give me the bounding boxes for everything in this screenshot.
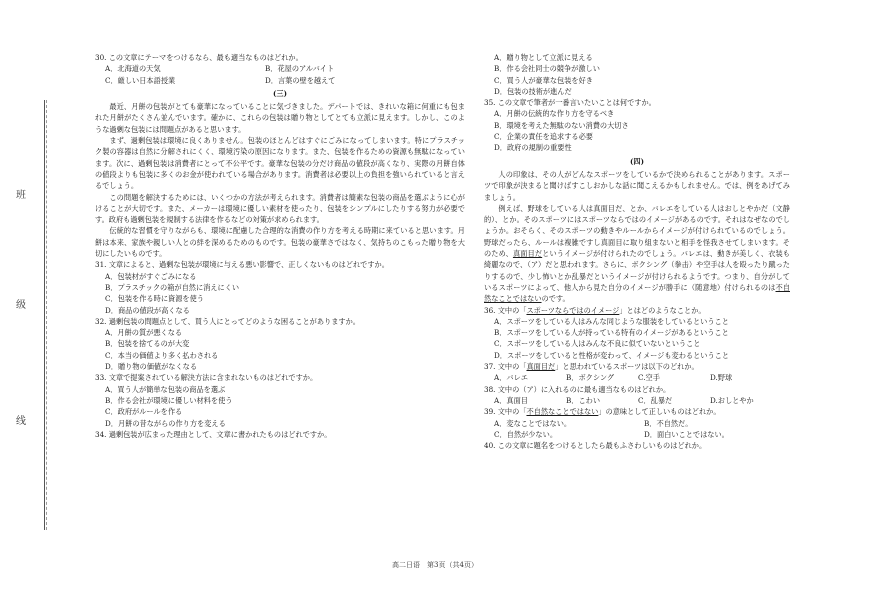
q35-option-d: D．政府の規制の重要性 [494, 143, 572, 153]
section-heading-4: (四) [630, 156, 644, 166]
q37-underlined: 真面目だ [526, 362, 556, 372]
q30-option-a: A．北海道の天気 [105, 64, 161, 74]
question-39 [484, 406, 790, 417]
q37-option-a: A．バレエ [494, 373, 528, 383]
q33-option-a: A．買う人が簡単な包装の商品を選ぶ [105, 384, 226, 394]
q38-option-d: D.おしとやか [710, 395, 754, 405]
q38-options [484, 395, 790, 406]
q32-option-c: C．本当の価値より多く払わされる [105, 350, 219, 360]
binding-char: 线 [16, 416, 26, 427]
q37-option-d: D.野球 [710, 373, 733, 383]
q38-option-a: A．真面目 [494, 395, 528, 405]
question-36 [484, 305, 790, 316]
q39-underlined: 不自然なことではない [526, 407, 599, 417]
q30-option-c: C．厳しい日本語授業 [105, 75, 176, 85]
q36-stem-pre: 36. 文中の「 [484, 305, 527, 315]
q35-option-a: A．月餅の伝統的な作り方を守るべき [494, 109, 615, 119]
left-column [95, 52, 465, 440]
q36-option-d: D．スポーツをしていると性格が変わって、イメージも変わるということ [494, 350, 730, 360]
right-column [484, 52, 790, 451]
q36-stem-post: 」とはどのようなことか。 [619, 305, 706, 315]
binding-char: 班 [16, 190, 26, 201]
passage4-text: 例えば、野球をしている人は真面目だ、とか、バレエをしている人はおしとやかだ（文静的）、とか。そのスポーツにはスポーツならではのイメージがあるのです。それはなぜなのでしょうか。おそらく、そのスポーツの動きやルールからイメージが付けられているのでしょう。野球だったら、ルールは複雑ですし真面目に取り組まないと相手を怪我させてしまいます。そのため、 [484, 203, 790, 259]
q31-option-b: B．プラスチックの箱が自然に消えにくい [105, 282, 240, 292]
passage4-paragraph [484, 203, 790, 305]
q32-option-b: B．包装を捨てるのが大変 [105, 339, 190, 349]
question-37 [484, 361, 790, 372]
q31-option-c: C．包装を作る時に資源を使う [105, 294, 204, 304]
q37-options [484, 372, 790, 383]
q39-option-b: B．不自然だ。 [644, 418, 693, 428]
q35-option-c: C．企業の責任を追求する必要 [494, 132, 593, 142]
question-35: 35. この文章で筆者が一番言いたいことは何ですか。 [484, 98, 656, 108]
q32-option-a: A．月餅の質が悪くなる [105, 328, 183, 338]
question-40: 40. この文章に題名をつけるとしたら最もふさわしいものはどれか。 [484, 441, 707, 451]
q39-option-c: C．自然が少ない。 [494, 429, 558, 439]
q37-option-c: C.空手 [638, 373, 660, 383]
q31-option-d: D．商品の値段が高くなる [105, 305, 190, 315]
q36-option-b: B．スポーツをしている人が持っている特有のイメージがあるということ [494, 328, 729, 338]
q39-options-row2 [484, 429, 790, 440]
q33-option-b: B．作る会社が環境に優しい材料を使う [105, 395, 233, 405]
binding-char: 级 [16, 300, 26, 311]
q39-stem-post: 」の意味として正しいものはどれか。 [598, 407, 721, 417]
binding-dashed-line [46, 100, 47, 530]
q37-stem-pre: 37. 文中の「 [484, 362, 527, 372]
q34-option-a: A．贈り物として立派に見える [494, 53, 593, 62]
underlined-phrase: 真面目だ [512, 249, 543, 259]
q30-options-row2 [95, 75, 465, 86]
passage4-text: というイメージが付けられたのでしょう。バレエは、動きが美しく、衣装も綺麗なので、（ア）だと思われます。さらに、ボクシング（拳击）や空手は人を殴ったり蹴ったりするので、少し怖いとか乱暴だというイメージが付けられるようです。つまり、自分がしているスポーツによって、他人から見た自分のイメージが勝手に（随意地）付けられるのは [484, 249, 790, 292]
passage3-paragraph: 伝統的な習慣を守りながらも、環境に配慮した合理的な消費の作り方を考える時期に来ていると思います。月餅は本来、家族や親しい人との絆を深めるためのものです。包装の豪華さではなく、気持ちのこもった贈り物を大切にしたいものです。 [95, 226, 465, 259]
q39-option-a: A．変なことではない。 [494, 418, 572, 428]
question-38: 38. 文中の（ア）に入れるのに最も適当なものはどれか。 [484, 384, 671, 394]
q30-option-b: B．花屋のアルバイト [265, 64, 335, 74]
question-33: 33. 文章で提案されている解決方法に含まれないものはどれですか。 [95, 373, 318, 383]
q31-option-a: A．包装材がすぐごみになる [105, 271, 197, 281]
passage3-paragraph: 最近、月餅の包装がとても豪華になっていることに気づきました。デパートでは、きれいな箱に何重にも包まれた月餅がたくさん並んでいます。確かに、これらの包装は贈り物としてとても立派に見えます。しかし、このような過剰な包装には問題点があると思います。 [95, 102, 465, 134]
q36-option-c: C．スポーツをしている人はみんな不良に似ていないということ [494, 339, 701, 349]
question-30: 30. この文章にテーマをつけるなら、最も適当なものはどれか。 [95, 53, 303, 62]
q39-stem-pre: 39. 文中の「 [484, 407, 527, 417]
q34-option-b: B．作る会社同士の競争が激しい [494, 64, 600, 74]
section-heading-3: (三) [273, 88, 287, 98]
underlined-phrase: 不自然なことではない [484, 282, 790, 304]
q34-option-c: C．買う人が豪華な包装を好き [494, 75, 593, 85]
passage4-paragraph: 人の印象は、その人がどんなスポーツをしているかで決められることがあります。スポーツで印象が決まると聞けばすこしおかしな話に聞こえるかもしれません。では、例をあげてみましょう。 [484, 169, 790, 202]
q39-options-row1 [484, 418, 790, 429]
q34-option-d: D．包装の技術が進んだ [494, 86, 572, 96]
q30-options-row1 [95, 63, 465, 74]
passage4-text: のです。 [541, 294, 570, 304]
q38-option-c: C．乱暴だ [638, 395, 673, 405]
q36-underlined: スポーツならではのイメージ [526, 305, 620, 315]
q38-option-b: B．こわい [566, 395, 601, 405]
page-footer: 高二日语 第3页（共4页） [392, 561, 478, 569]
q35-option-b: B．環境を考えた無駄のない消費の大切さ [494, 120, 629, 130]
question-32: 32. 過剰包装の問題点として、買う人にとってどのような困ることがありますか。 [95, 316, 360, 326]
q33-option-c: C．政府がルールを作る [105, 407, 183, 417]
q37-option-b: B．ボクシング [566, 373, 615, 383]
q32-option-d: D．贈り物の価値がなくなる [105, 362, 198, 372]
q30-option-d: D．言葉の壁を越えて [265, 75, 336, 85]
q33-option-d: D．月餅の昔ながらの作り方を変える [105, 418, 226, 428]
binding-margin [6, 100, 45, 530]
q36-option-a: A．スポーツをしている人はみんな同じような服装をしているということ [494, 316, 729, 326]
passage3-paragraph: この問題を解決するためには、いくつかの方法が考えられます。消費者は簡素な包装の商品を選ぶように心がけることが大切です。また、メーカーは環境に優しい素材を使ったり、包装をシンプルにしたりする努力が必要です。政府も過剰包装を規制する法律を作るなどの対策が求められます。 [95, 192, 465, 225]
question-31: 31. 文章によると、過剰な包装が環境に与える悪い影響で、正しくないものはどれですか。 [95, 260, 389, 270]
passage3-paragraph: まず、過剰包装は環境に良くありません。包装のほとんどはすぐにごみになってしまいます。特にプラスチック製の容器は自然に分解されにくく、環境汚染の原因になります。また、包装を作るための資源も無駄になっています。次に、過剰包装は消費者にとって不公平です。豪華な包装の分だけ商品の値段が高くなり、実際の月餅自体の値段よりも包装に多くのお金が使われている場合があります。消費者は必要以上の負担を強いられていると言えるでしょう。 [95, 136, 465, 191]
q37-stem-post: 」と思われているスポーツは以下のどれか。 [555, 362, 699, 372]
q39-option-d: D．面白いことではない。 [644, 429, 729, 439]
question-34: 34. 過剰包装が広まった理由として、文章に書かれたものはどれですか。 [95, 429, 332, 439]
